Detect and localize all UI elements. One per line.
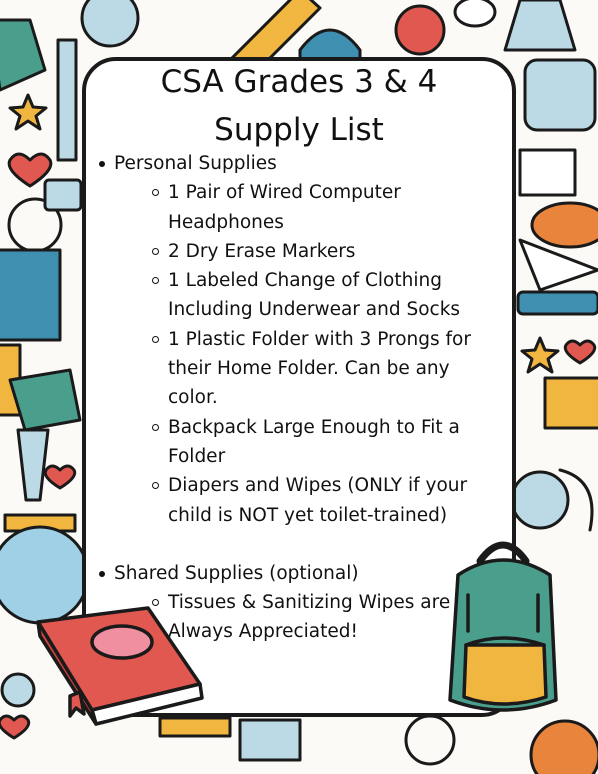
test-tube-icon — [18, 430, 48, 500]
battery-icon — [45, 180, 81, 210]
section-heading: Personal Supplies — [114, 153, 277, 174]
section-heading: Shared Supplies (optional) — [114, 562, 359, 584]
star-right-icon — [522, 338, 558, 372]
list-item: 1 Labeled Change of Clothing Including Underwear and Socks — [150, 266, 501, 325]
heart-small-icon — [45, 466, 74, 488]
list-item: 1 Pair of Wired Computer Headphones — [150, 178, 501, 237]
protractor-icon — [0, 250, 60, 340]
red-book-icon — [30, 600, 210, 730]
beaker-icon — [505, 0, 575, 50]
binder-clip-icon — [520, 150, 575, 195]
pipe-icon — [300, 30, 360, 60]
orb-icon — [82, 0, 138, 46]
heart-bottom-icon — [0, 716, 29, 738]
atom-icon — [406, 716, 454, 764]
apple-icon — [396, 6, 444, 54]
ruler-icon — [58, 40, 76, 160]
football-icon — [532, 203, 598, 247]
list-item: 1 Plastic Folder with 3 Prongs for their Home Folder. Can be any color. — [150, 325, 501, 413]
lamp-icon — [10, 370, 80, 430]
heart-right-icon — [565, 341, 594, 363]
speech-bubble-icon — [525, 60, 595, 130]
flask-icon — [0, 20, 45, 90]
page-title-line2: Supply List — [214, 112, 384, 148]
green-backpack-icon — [438, 535, 568, 720]
star-icon — [10, 95, 46, 129]
clock-icon — [512, 472, 568, 528]
basketball-icon — [531, 721, 598, 774]
tube-bottom-icon — [240, 720, 300, 760]
list-item: Backpack Large Enough to Fit a Folder — [150, 413, 501, 472]
book-right-icon — [545, 378, 598, 428]
section-personal-supplies — [96, 149, 501, 530]
page-title-line1: CSA Grades 3 & 4 — [160, 64, 438, 100]
list-item: Tissues & Sanitizing Wipes are Always Appreciated! — [150, 588, 501, 647]
marker-icon — [518, 292, 598, 314]
bubble-icon — [455, 0, 495, 26]
list-item: Diapers and Wipes (ONLY if your child is NOT yet toilet-trained) — [150, 471, 501, 530]
list-item: 2 Dry Erase Markers — [150, 237, 501, 266]
